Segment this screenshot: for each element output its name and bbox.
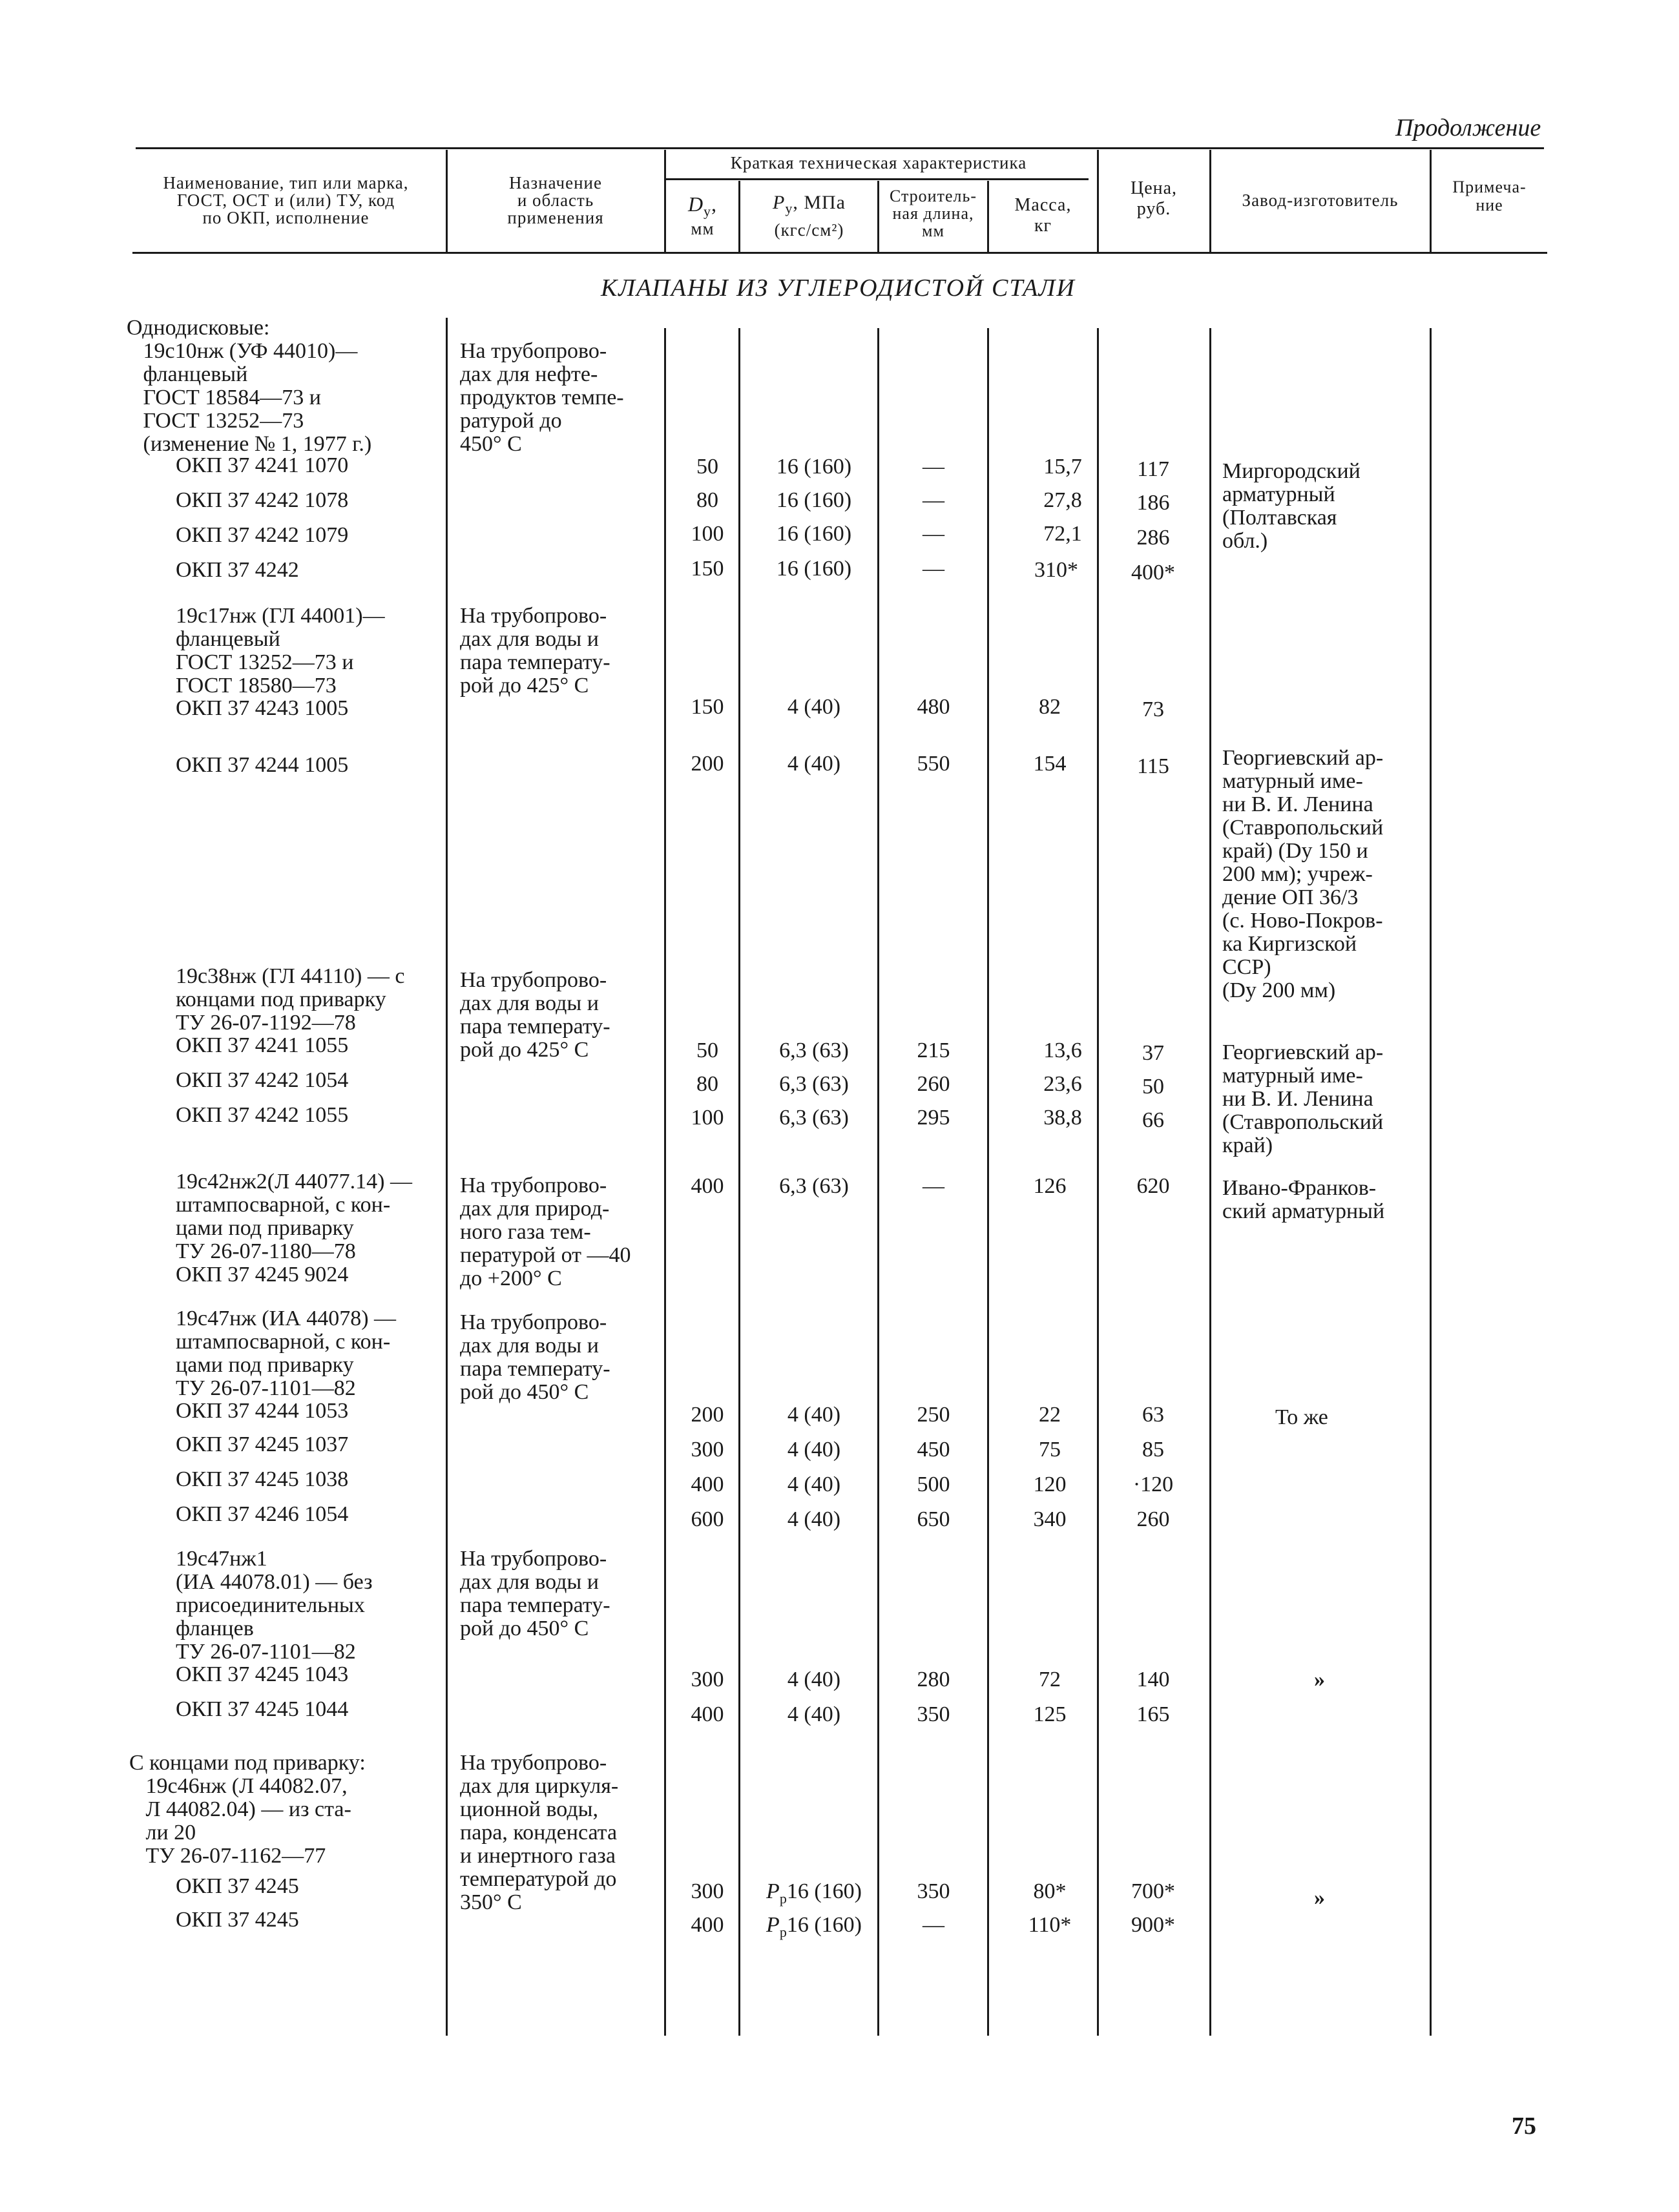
okp-code: ОКП 37 4242 1054 bbox=[176, 1068, 349, 1092]
mass-value: 126 bbox=[1033, 1174, 1067, 1198]
mass-value: 310* bbox=[1034, 558, 1078, 582]
header-dy: $D_у$, bbox=[687, 192, 718, 220]
length-value: 260 bbox=[917, 1072, 950, 1096]
dy-value: 100 bbox=[691, 522, 724, 546]
length-value: 500 bbox=[917, 1473, 950, 1496]
group-purpose: На трубопрово- дах для природ- ного газа тем- пературой от —40 до +200° С bbox=[460, 1173, 631, 1290]
length-value: 250 bbox=[917, 1403, 950, 1427]
dy-value: 150 bbox=[691, 695, 724, 719]
dy-value: 50 bbox=[696, 1039, 718, 1062]
page-number: 75 bbox=[1512, 2113, 1536, 2140]
mass-value: 125 bbox=[1033, 1702, 1067, 1726]
okp-code: ОКП 37 4242 1078 bbox=[176, 488, 349, 512]
mass-value: 75 bbox=[1039, 1438, 1061, 1462]
group-purpose: На трубопрово- дах для циркуля- ционной воды, пара, конденсата и инертного газа температурой до 350° С bbox=[460, 1751, 619, 1914]
header-tech-group: Краткая техническая характеристика bbox=[730, 153, 1027, 172]
okp-code: ОКП 37 4242 1055 bbox=[176, 1103, 349, 1127]
group-maker: » bbox=[1314, 1668, 1325, 1691]
section-title: КЛАПАНЫ ИЗ УГЛЕРОДИСТОЙ СТАЛИ bbox=[601, 274, 1076, 302]
okp-code: ОКП 37 4245 1043 bbox=[176, 1662, 349, 1686]
price-value: 66 bbox=[1142, 1108, 1164, 1132]
group-maker: То же bbox=[1275, 1405, 1328, 1429]
length-value: 550 bbox=[917, 752, 950, 776]
group-name: 19с47нж1 (ИА 44078.01) — без присоединительных фланцев ТУ 26-07-1101—82 bbox=[176, 1547, 373, 1664]
dy-value: 80 bbox=[696, 1072, 718, 1096]
dy-value: 200 bbox=[691, 752, 724, 776]
dy-value: 600 bbox=[691, 1507, 724, 1531]
header-py-subscript: у bbox=[785, 200, 793, 216]
price-value: 400* bbox=[1131, 561, 1175, 584]
price-value: 85 bbox=[1142, 1438, 1164, 1462]
py-value: 4 (40) bbox=[787, 695, 841, 719]
tech-group-rule bbox=[665, 178, 1089, 180]
length-value: 480 bbox=[917, 695, 950, 719]
py-value: 6,3 (63) bbox=[779, 1039, 849, 1062]
header-bottom-rule bbox=[132, 252, 1547, 254]
py-value bbox=[759, 1879, 869, 1907]
mass-value: 72 bbox=[1039, 1668, 1061, 1691]
length-value: — bbox=[923, 1913, 944, 1937]
py-value: 4 (40) bbox=[787, 1403, 841, 1427]
header-dy-subscript: у bbox=[704, 203, 712, 220]
okp-code: ОКП 37 4244 1005 bbox=[176, 753, 349, 777]
py-prefix: P bbox=[766, 1879, 780, 1903]
mass-value: 23,6 bbox=[1043, 1072, 1082, 1096]
group-name: 19с47нж (ИА 44078) — штампосварной, с кон- цами под приварку ТУ 26-07-1101—82 bbox=[176, 1307, 397, 1400]
length-value: 350 bbox=[917, 1702, 950, 1726]
header-top-rule bbox=[136, 147, 1544, 149]
header-divider bbox=[1097, 150, 1099, 252]
header-divider bbox=[1430, 150, 1432, 252]
py-value: 16 (160) bbox=[776, 522, 852, 546]
length-value: 280 bbox=[917, 1668, 950, 1691]
dy-value: 300 bbox=[691, 1879, 724, 1903]
group-maker: Миргородский арматурный (Полтавская обл.) bbox=[1222, 459, 1361, 553]
py-value: 4 (40) bbox=[787, 1702, 841, 1726]
header-note: Примеча- ние bbox=[1452, 178, 1527, 214]
py-value: 4 (40) bbox=[787, 752, 841, 776]
header-divider bbox=[877, 181, 879, 252]
okp-code: ОКП 37 4244 1053 bbox=[176, 1399, 349, 1423]
group-name: 19с42нж2(Л 44077.14) — штампосварной, с кон- цами под приварку ТУ 26-07-1180—78 ОКП 37 4245 9024 bbox=[176, 1170, 412, 1287]
py-value: 4 (40) bbox=[787, 1668, 841, 1691]
dy-value: 200 bbox=[691, 1403, 724, 1427]
mass-value: 80* bbox=[1033, 1879, 1067, 1903]
header-dy-symbol: D bbox=[687, 192, 704, 216]
py-prefix-sub: р bbox=[779, 1923, 787, 1940]
price-value: ·120 bbox=[1132, 1473, 1174, 1496]
dy-value: 400 bbox=[691, 1473, 724, 1496]
py-value: 6,3 (63) bbox=[779, 1106, 849, 1130]
header-divider bbox=[664, 150, 666, 252]
okp-code: ОКП 37 4243 1005 bbox=[176, 696, 349, 720]
price-value: 620 bbox=[1136, 1174, 1170, 1198]
price-value: 900* bbox=[1131, 1913, 1175, 1937]
header-divider bbox=[446, 150, 448, 252]
header-maker: Завод-изготовитель bbox=[1242, 191, 1399, 210]
py-prefix-sub: р bbox=[779, 1890, 787, 1907]
length-value: — bbox=[923, 488, 944, 512]
header-name: Наименование, тип или марка, ГОСТ, ОСТ и (или) ТУ, код по ОКП, исполнение bbox=[163, 173, 409, 227]
price-value: 115 bbox=[1137, 754, 1169, 778]
length-value: — bbox=[923, 1174, 944, 1198]
header-price: Цена, руб. bbox=[1130, 178, 1178, 219]
dy-value: 300 bbox=[691, 1438, 724, 1462]
okp-code: ОКП 37 4245 1037 bbox=[176, 1432, 349, 1456]
okp-code: ОКП 37 4245 bbox=[176, 1874, 299, 1898]
mass-value: 72,1 bbox=[1043, 522, 1082, 546]
py-value: 4 (40) bbox=[787, 1438, 841, 1462]
py-number: 16 (160) bbox=[786, 1913, 862, 1937]
dy-value: 400 bbox=[691, 1913, 724, 1937]
dy-value: 400 bbox=[691, 1174, 724, 1198]
py-value: 16 (160) bbox=[776, 455, 852, 479]
dy-value: 50 bbox=[696, 455, 718, 479]
length-value: 295 bbox=[917, 1106, 950, 1130]
group-maker bbox=[1222, 700, 1383, 1049]
price-value: 700* bbox=[1131, 1879, 1175, 1903]
header-length: Строитель- ная длина, мм bbox=[890, 187, 977, 240]
header-divider bbox=[987, 181, 989, 252]
header-divider bbox=[738, 181, 740, 252]
body-divider bbox=[446, 318, 448, 2036]
header-py-symbol: P bbox=[773, 192, 786, 213]
continuation-label: Продолжение bbox=[1395, 114, 1541, 141]
okp-code: ОКП 37 4241 1070 bbox=[176, 453, 349, 477]
mass-value: 154 bbox=[1033, 752, 1067, 776]
group-purpose: На трубопрово- дах для воды и пара температу- рой до 425° С bbox=[460, 604, 610, 698]
length-value: 450 bbox=[917, 1438, 950, 1462]
py-value: 6,3 (63) bbox=[779, 1072, 849, 1096]
okp-code: ОКП 37 4246 1054 bbox=[176, 1502, 349, 1526]
dy-value: 300 bbox=[691, 1668, 724, 1691]
body-divider bbox=[1209, 328, 1211, 2036]
price-value: 140 bbox=[1136, 1668, 1170, 1691]
group-name: С концами под приварку: 19с46нж (Л 44082.07, Л 44082.04) — из ста- ли 20 ТУ 26-07-1162—77 bbox=[129, 1751, 366, 1868]
group-purpose: На трубопрово- дах для нефте- продуктов темпе- ратурой до 450° С bbox=[460, 339, 624, 456]
mass-value: 15,7 bbox=[1043, 455, 1082, 479]
header-mass: Масса, кг bbox=[1014, 195, 1072, 236]
py-value: 4 (40) bbox=[787, 1473, 841, 1496]
py-value: 16 (160) bbox=[776, 488, 852, 512]
group-name: 19с17нж (ГЛ 44001)— фланцевый ГОСТ 13252—73 и ГОСТ 18580—73 bbox=[176, 604, 385, 698]
mass-value: 38,8 bbox=[1043, 1106, 1082, 1130]
group-purpose: На трубопрово- дах для воды и пара температу- рой до 450° С bbox=[460, 1310, 610, 1404]
header-py-unit: (кгс/см²) bbox=[774, 220, 844, 240]
header-py-rest: , МПа bbox=[793, 192, 846, 213]
mass-value: 13,6 bbox=[1043, 1039, 1082, 1062]
length-value: 650 bbox=[917, 1507, 950, 1531]
price-value: 260 bbox=[1136, 1507, 1170, 1531]
py-number: 16 (160) bbox=[786, 1879, 862, 1903]
group-maker: Георгиевский ар- матурный име- ни В. И. Ленина (Ставропольский край) bbox=[1222, 1040, 1384, 1157]
py-value: 6,3 (63) bbox=[779, 1174, 849, 1198]
group-maker: » bbox=[1314, 1886, 1325, 1910]
py-prefix: P bbox=[766, 1913, 780, 1937]
price-value: 186 bbox=[1136, 491, 1170, 515]
okp-code: ОКП 37 4245 bbox=[176, 1908, 299, 1932]
group-name: Однодисковые: 19с10нж (УФ 44010)— фланцевый ГОСТ 18584—73 и ГОСТ 13252—73 (изменение № 1, 1977 г.) bbox=[127, 316, 372, 456]
dy-value: 100 bbox=[691, 1106, 724, 1130]
group-purpose: На трубопрово- дах для воды и пара температу- рой до 425° С bbox=[460, 968, 610, 1062]
length-value: 350 bbox=[917, 1879, 950, 1903]
group-maker: Ивано-Франков- ский арматурный bbox=[1222, 1176, 1385, 1223]
mass-value: 110* bbox=[1028, 1913, 1072, 1937]
mass-value: 27,8 bbox=[1043, 488, 1082, 512]
price-value: 37 bbox=[1142, 1041, 1164, 1065]
maker-text: Георгиевский ар- матурный име- ни В. И. Ленина (Ставропольский край) (Dу 150 и 200 мм); учреж- дение ОП 36/3 (с. Ново-Покров- ка Киргизской ССР) (Dу 200 мм) bbox=[1222, 746, 1384, 1002]
mass-value: 340 bbox=[1033, 1507, 1067, 1531]
length-value: — bbox=[923, 557, 944, 581]
length-value: — bbox=[923, 522, 944, 546]
price-value: 73 bbox=[1142, 698, 1164, 721]
body-divider bbox=[1430, 328, 1432, 2036]
group-name: 19с38нж (ГЛ 44110) — с концами под приварку ТУ 26-07-1192—78 bbox=[176, 964, 405, 1035]
header-purpose: Назначение и область применения bbox=[507, 173, 604, 227]
dy-value: 80 bbox=[696, 488, 718, 512]
dy-value: 400 bbox=[691, 1702, 724, 1726]
mass-value: 120 bbox=[1033, 1473, 1067, 1496]
length-value: — bbox=[923, 455, 944, 479]
mass-value: 22 bbox=[1039, 1403, 1061, 1427]
price-value: 117 bbox=[1137, 457, 1169, 481]
price-value: 165 bbox=[1136, 1702, 1170, 1726]
okp-code: ОКП 37 4242 bbox=[176, 558, 299, 582]
group-purpose: На трубопрово- дах для воды и пара температу- рой до 450° С bbox=[460, 1547, 610, 1640]
py-value: 4 (40) bbox=[787, 1507, 841, 1531]
header-py bbox=[743, 192, 875, 216]
length-value: 215 bbox=[917, 1039, 950, 1062]
okp-code: ОКП 37 4242 1079 bbox=[176, 523, 349, 547]
okp-code: ОКП 37 4241 1055 bbox=[176, 1033, 349, 1057]
okp-code: ОКП 37 4245 1044 bbox=[176, 1697, 349, 1721]
header-divider bbox=[1209, 150, 1211, 252]
header-dy-unit: мм bbox=[691, 219, 714, 238]
price-value: 286 bbox=[1136, 526, 1170, 550]
py-value bbox=[759, 1913, 869, 1941]
price-value: 63 bbox=[1142, 1403, 1164, 1427]
py-value: 16 (160) bbox=[776, 557, 852, 581]
price-value: 50 bbox=[1142, 1075, 1164, 1099]
dy-value: 150 bbox=[691, 557, 724, 581]
okp-code: ОКП 37 4245 1038 bbox=[176, 1467, 349, 1491]
mass-value: 82 bbox=[1039, 695, 1061, 719]
